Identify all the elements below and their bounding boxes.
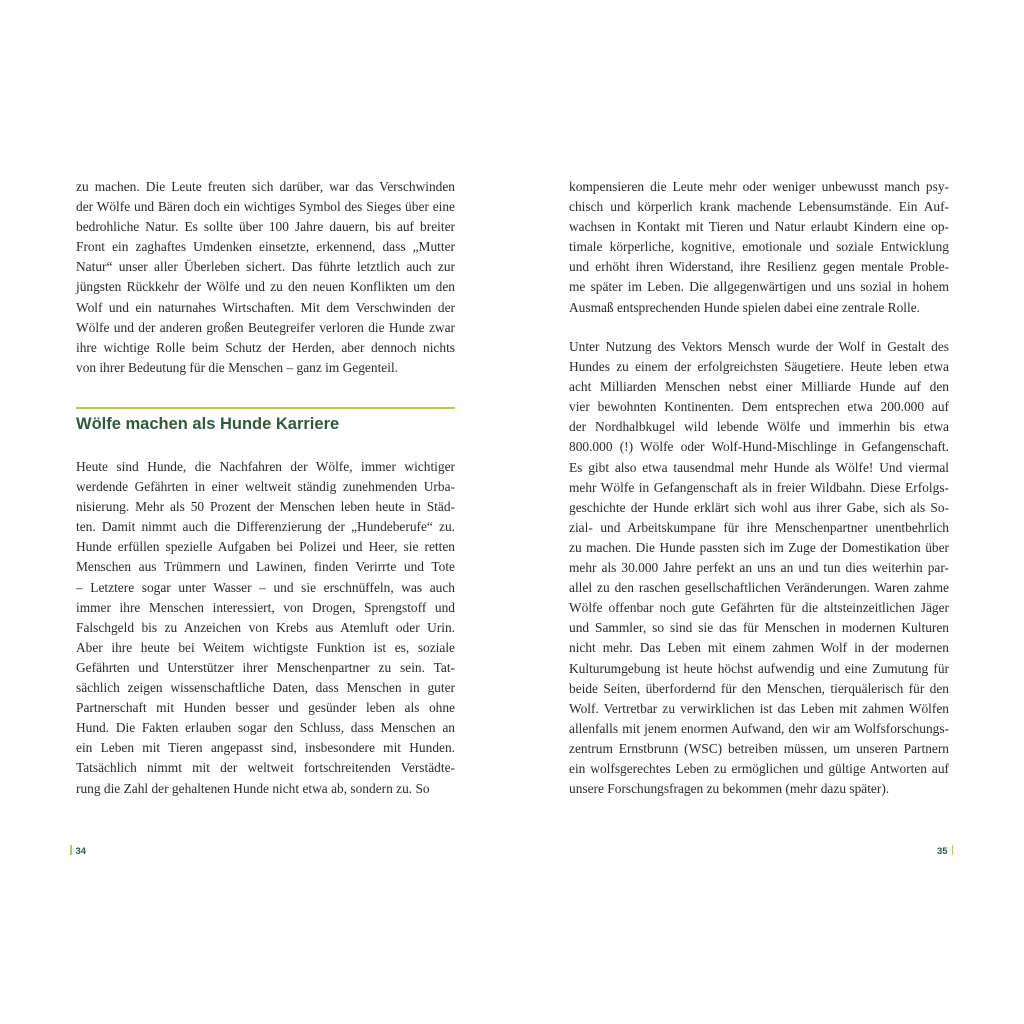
- text-line: wachsen in Kontakt mit Tieren und Natur erlaubt Kindern eine op-: [569, 219, 949, 235]
- section-heading: Wölfe machen als Hunde Karriere: [76, 415, 340, 433]
- text-line: und erhöht ihren Widerstand, ihre Resilienz gegen mentale Proble-: [569, 259, 949, 275]
- text-line: allenfalls mit jenem enormen Aufwand, den wir am Wolfsforschungs-: [569, 720, 949, 736]
- text-line: Natur“ unser aller Überleben sichert. Das führte letztlich auch zur: [76, 259, 455, 275]
- text-line: vier bewohnten Kontinenten. Dem entsprechen etwa 200.000 auf: [569, 399, 949, 415]
- text-line: geschichte der Hunde erklärt sich wohl aus ihrer Gabe, sich als So-: [569, 499, 949, 515]
- text-line: Menschen aus Trümmern und Lawinen, finden Verirrte und Tote: [76, 559, 455, 575]
- text-line: Ausmaß entsprechenden Hunde spielen dabei eine zentrale Rolle.: [569, 299, 921, 315]
- right-paragraph-1: [569, 177, 949, 318]
- text-line: timale körperliche, kognitive, emotionale und soziale Entwicklung: [569, 239, 949, 255]
- left-intro-paragraph: [76, 177, 455, 378]
- text-line: acht Milliarden Menschen nebst einer Milliarde Hunde auf den: [569, 379, 949, 395]
- text-line: kompensieren die Leute mehr oder weniger unbewusst manch psy-: [569, 179, 949, 194]
- text-line: ihre wichtige Rolle beim Schutz der Herden, aber dennoch nichts: [76, 339, 455, 355]
- text-line: Gefährten und Unterstützer ihrer Menschenpartner zu sein. Tat-: [76, 659, 455, 675]
- text-line: Aber ihre heute bei Weitem wichtigste Funktion ist es, soziale: [76, 639, 455, 655]
- text-line: Wolf und ein naturnahes Wirtschaften. Mit dem Verschwinden der: [76, 299, 455, 315]
- text-line: nisierung. Mehr als 50 Prozent der Menschen leben heute in Städ-: [76, 499, 455, 515]
- text-line: werdende Gefährten in einer weltweit ständig zunehmenden Urba-: [76, 479, 455, 495]
- folio-bar-icon: [952, 845, 954, 855]
- text-line: Wölfe und der anderen großen Beutegreifer verloren die Hunde zwar: [76, 319, 455, 335]
- text-line: Falschgeld bis zu Anzeichen von Krebs aus Atemluft oder Urin.: [76, 619, 455, 635]
- text-line: Hund. Die Fakten erlauben sogar den Schluss, dass Menschen an: [76, 720, 455, 736]
- text-line: Front ein zaghaftes Umdenken einsetzte, erkennend, dass „Mutter: [76, 239, 455, 255]
- text-line: rung die Zahl der gehaltenen Hunde nicht etwa ab, sondern zu. So: [76, 780, 430, 796]
- text-line: Hundes zu einem der erfolgreichsten Säugetiere. Heute leben etwa: [569, 359, 949, 375]
- text-line: ein wolfsgerechtes Leben zu ermöglichen und gültige Antworten auf: [569, 760, 949, 776]
- text-line: Heute sind Hunde, die Nachfahren der Wölfe, immer wichtiger: [76, 459, 455, 474]
- text-line: unsere Forschungsfragen zu bekommen (mehr dazu später).: [569, 781, 890, 797]
- left-body-paragraph: [76, 457, 455, 799]
- text-line: zentrum Ernstbrunn (WSC) betreiben müssen, um unseren Partnern: [569, 740, 949, 756]
- text-line: beide Seiten, überfordernd für den Menschen, tierquälerisch für den: [569, 680, 949, 696]
- text-line: Tatsächlich nimmt mit der weltweit fortschreitenden Verstädte-: [76, 760, 455, 776]
- text-line: Unter Nutzung des Vektors Mensch wurde der Wolf in Gestalt des: [569, 339, 949, 354]
- text-line: mehr als 30.000 Jahre perfekt an uns an und tun dies weiterhin par-: [569, 560, 949, 576]
- text-line: Es gibt also etwa tausendmal mehr Hunde als Wölfe! Und viermal: [569, 459, 949, 475]
- page-number-right-text: 35: [937, 846, 948, 857]
- text-line: immer ihre Menschen interessiert, von Drogen, Sprengstoff und: [76, 599, 455, 615]
- text-line: Kulturumgebung ist heute höchst aufwendig und eine Zumutung für: [569, 660, 949, 676]
- text-line: und Sammler, so sind sie das für Menschen in modernen Kulturen: [569, 620, 949, 636]
- section-divider-rule: [76, 407, 455, 409]
- page-number-left-text: 34: [75, 846, 87, 857]
- text-line: mehr Wölfe in Gefangenschaft als in freier Wildbahn. Diese Erfolgs-: [569, 479, 949, 495]
- text-line: der Nordhalbkugel wild lebende Wölfe und immerhin bis etwa: [569, 419, 949, 435]
- page-number-right: [937, 845, 953, 857]
- text-line: ten. Damit nimmt auch die Differenzierung der „Hundeberufe“ zu.: [76, 519, 455, 535]
- text-line: bedrohliche Natur. Es sollte über 100 Jahre dauern, bis auf breiter: [76, 219, 455, 235]
- text-line: – Letztere sogar unter Wasser – und sie erschnüffeln, was auch: [76, 579, 455, 595]
- text-line: zu machen. Die Leute freuten sich darüber, war das Verschwinden: [76, 179, 455, 194]
- text-line: sächlich zeigen wissenschaftliche Daten, dass Menschen in guter: [76, 680, 455, 696]
- text-line: 800.000 (!) Wölfe oder Wolf-Hund-Mischlinge in Gefangenschaft.: [569, 439, 949, 455]
- text-line: chisch und körperlich krank machende Lebensumstände. Ein Auf-: [569, 199, 949, 215]
- text-line: Wölfe offenbar noch gute Gefährten für die altsteinzeitlichen Jäger: [569, 600, 949, 616]
- folio-bar-icon: [70, 845, 72, 855]
- text-line: me später im Leben. Die allgegenwärtigen und uns sozial in hohem: [569, 279, 949, 295]
- text-line: jüngsten Rückkehr der Wölfe und zu den neuen Konflikten um den: [76, 279, 455, 295]
- text-line: ein Leben mit Tieren angepasst sind, insbesondere mit Hunden.: [76, 740, 455, 756]
- right-paragraph-2: [569, 337, 949, 799]
- text-line: Wolf. Vertretbar zu verwirklichen ist das Leben mit zahmen Wölfen: [569, 700, 949, 716]
- text-line: allel zu den raschen gesellschaftlichen Veränderungen. Waren zahme: [569, 580, 949, 596]
- text-line: zu machen. Die Hunde passten sich im Zuge der Domestikation über: [569, 539, 949, 555]
- text-line: nicht mehr. Das Leben mit einem zahmen Wolf in der modernen: [569, 640, 949, 656]
- text-line: Partnerschaft mit Hunden besser und gesünder leben als ohne: [76, 700, 455, 716]
- text-line: der Wölfe und Bären doch ein wichtiges Symbol des Sieges über eine: [76, 199, 455, 215]
- text-line: von ihrer Bedeutung für die Menschen – ganz im Gegenteil.: [76, 359, 399, 375]
- page-number-left: [70, 845, 86, 857]
- text-line: zial- und Arbeitskumpane für ihre Menschenpartner unentbehrlich: [569, 519, 949, 535]
- text-line: Hunde erfüllen spezielle Aufgaben bei Polizei und Heer, sie retten: [76, 539, 455, 555]
